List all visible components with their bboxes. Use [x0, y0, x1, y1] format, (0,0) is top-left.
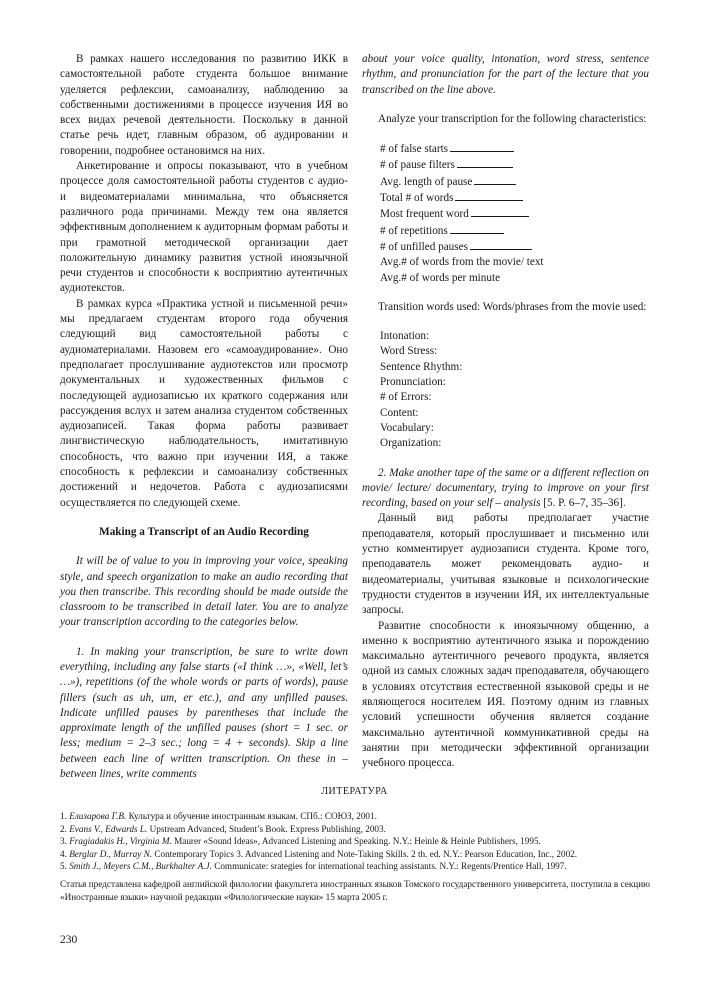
fields-list — [362, 329, 649, 451]
metric-item: Avg.# of words from the movie/ text — [380, 256, 544, 269]
right-column — [362, 52, 649, 771]
instruction-item-1: 1. In making your transcription, be sure to write down everything, including any false starts («I think …», «Well, let’s …»), repetitions (of the whole words or parts of words), pause fillers (such as uh, um, er etc.), and any unfilled pauses. Indicate unfilled pauses by parentheses that include the approximate length of the unfilled pauses (short = 1 sec. or less; medium = 2–3 sec.; long = 4 + seconds). Skip a line between each line of written transcription. On these in – between lines, write comments — [60, 645, 348, 781]
metric-item: # of repetitions — [362, 223, 649, 239]
metric-item: Total # of words — [362, 190, 649, 206]
metric-item: Most frequent word — [362, 206, 649, 222]
references-title: ЛИТЕРАТУРА — [321, 786, 388, 797]
reference-item: 3. Fragiadakis H., Virginia M. Maurer «Sound Ideas», Advanced Listening and Speaking. N.Y.: Heinle & Heinle Publishers, 1995. — [60, 836, 541, 847]
paragraph-intro: В рамках нашего исследования по развитию ИКК в самостоятельной работе студента большое внимание уделяется рефлексии, самоанализу, наблюдению за собственными достижениями в процессе изучения ИЯ во всех видах речевой деятельности. Поскольку в данной статье речь идет, главным образом, об аудировании и говорении, подробнее остановимся на них. — [60, 53, 348, 157]
paragraph-survey: Анкетирование и опросы показывают, что в учебном процессе доля самостоятельной работы студентов с аудио- и видеоматериалами минимальна, что объясняется различного рода причинами. Между тем она является эффективным дополнением к аудиторным формам работы и при грамотной методической организации дает положительную динамику развития устной иноязычной речи студентов и способности к восприятию аутентичных аудиотекстов. — [60, 160, 348, 295]
metric-item: Avg.# of words per minute — [380, 271, 501, 284]
transition-words: Transition words used: Words/phrases from the movie used: — [378, 300, 647, 313]
references-list — [60, 810, 650, 873]
reference-item: 2. Evans V., Edwards L. Upstream Advanced, Student’s Book. Express Publishing, 2003. — [60, 823, 386, 834]
reference-item: 5. Smith J., Meyers C.M., Burkhalter A.J. Communicate: srategies for international teaching assistants. N.Y.: Regents/Prentice Hall, 1997. — [60, 861, 567, 872]
field-item: Vocabulary: — [380, 421, 434, 434]
field-item: # of Errors: — [380, 391, 432, 404]
reference-item: 4. Berglar D., Murray N. Contemporary Topics 3. Advanced Listening and Note-Taking Skills. 2 th. ed. N.Y.: Pearson Education, Inc., 2002. — [60, 848, 578, 859]
field-item: Content: — [380, 406, 419, 419]
reference-item: 1. Елизарова Г.В. Культура и обучение иностранным языкам. СПб.: СОЮЗ, 2001. — [60, 811, 377, 821]
metric-item: # of unfilled pauses — [362, 239, 649, 255]
instruction-item-2: 2. Make another tape of the same or a different reflection on movie/ lecture/ documentary, trying to improve on your first recording, based on your self – analysis [5. P. 6–7, 35–36]. — [362, 466, 649, 510]
metric-item: Avg. length of pause — [362, 174, 649, 190]
metric-item: # of pause filters — [362, 157, 649, 173]
analyze-instruction: Analyze your transcription for the following characteristics: — [378, 112, 647, 125]
field-item: Organization: — [380, 437, 442, 450]
instruction-item-1-continued: about your voice quality, intonation, word stress, sentence rhythm, and pronunciation for the part of the lecture that you transcribed on the line above. — [362, 53, 649, 96]
field-item: Sentence Rhythm: — [380, 360, 463, 373]
paragraph-teacher: Данный вид работы предполагает участие преподавателя, который прослушивает и письменно или устно комментирует аудиозаписи студента. Кроме того, преподаватель может рекомендовать аудио- и видеоматериалы, учитывая языковые и психологические трудности студентов в изучении ИЯ, их интеллектуальные запросы. — [362, 512, 649, 617]
paragraph-conclusion: Развитие способности к иноязычному общению, а именно к восприятию аутентичного языка и порождению максимально аутентичного речевого продукта, является одной из самых сложных задач преподавателя, обучающего в условиях отсутствия естественной языковой среды и не являющегося носителем ИЯ. Поэтому одним из главных условий успешности обучения является создание максимально аутентичной коммуникативной среды на занятии при методически эффективной организации учебного процесса. — [362, 619, 649, 770]
field-item: Word Stress: — [380, 345, 438, 358]
page-number: 230 — [60, 934, 78, 946]
section-title: Making a Transcript of an Audio Recording — [99, 525, 309, 538]
field-item: Intonation: — [380, 330, 430, 343]
paragraph-course: В рамках курса «Практика устной и письменной речи» мы предлагаем студентам второго года обучения следующий вид самостоятельной работы с аудиоматериалами. Назовем его «самоаудирование». Оно предполагает прослушивание аудиотекстов или просмотр документальных и художественных фильмов с последующей аудиозаписью их краткого содержания или рассуждения вслух и затем анализа студентом собственных аудиозаписей. Такая форма работы развивает лингвистическую наблюдательность, имитативную способность, что важно при изучении ИЯ, а также способность к рефлексии и самоанализу собственных достижений и недочетов. Работа с аудиозаписями осуществляется по следующей схеме. — [60, 297, 348, 509]
instruction-intro: It will be of value to you in improving your voice, speaking style, and speech organization to make an audio recording that you then transcribe. This recording should be made outside the classroom to be transcribed in detail later. You are to analyze your transcription according to the categories below. — [60, 555, 348, 629]
left-column — [60, 52, 348, 782]
field-item: Pronunciation: — [380, 376, 446, 389]
metrics-list — [362, 141, 649, 286]
metric-item: # of false starts — [362, 141, 649, 157]
submission-note: Статья представлена кафедрой английской филологии факультета иностранных языков Томского государственного университета, поступила в секцию «Иностранные языки» научной редакции «Филологические науки» 15 марта 2005 г. — [60, 879, 650, 902]
